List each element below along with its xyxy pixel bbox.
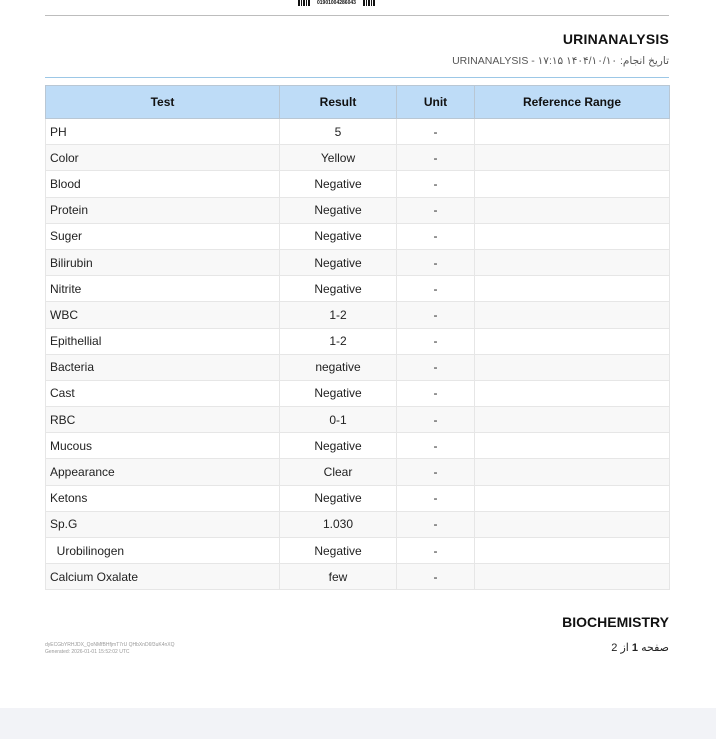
table-row [46,328,670,354]
table-row [46,302,670,328]
cell-test: Appearance [46,459,280,485]
cell-reference-range [475,485,670,511]
cell-unit: - [397,249,475,275]
cell-reference-range [475,249,670,275]
cell-reference-range [475,171,670,197]
section-divider [45,77,669,78]
cell-unit: - [397,328,475,354]
cell-result: Clear [280,459,397,485]
table-row [46,433,670,459]
cell-result: few [280,564,397,590]
cell-unit: - [397,407,475,433]
cell-unit: - [397,433,475,459]
page-number [611,641,669,654]
table-row [46,119,670,145]
cell-test: Bilirubin [46,249,280,275]
cell-reference-range [475,328,670,354]
cell-result: 1-2 [280,328,397,354]
cell-unit: - [397,485,475,511]
cell-result: 1-2 [280,302,397,328]
cell-unit: - [397,119,475,145]
next-section-title: BIOCHEMISTRY [562,614,669,630]
barcode-number: 01901004286043 [317,0,356,6]
cell-reference-range [475,564,670,590]
top-divider [45,15,669,16]
cell-test: Protein [46,197,280,223]
cell-reference-range [475,119,670,145]
section-title: URINANALYSIS [562,31,669,47]
page-label-prefix: صفحه [641,642,669,654]
cell-test: Urobilinogen [46,538,280,564]
table-row [46,354,670,380]
column-header-result: Result [280,86,397,119]
table-row [46,223,670,249]
cell-test: Mucous [46,433,280,459]
footer-generated: Generated: 2026-01-01 15:52:02 UTC [45,649,130,655]
section-subtitle: تاریخ انجام: ۱۴۰۴/۱۰/۱۰ ۱۷:۱۵ - URINANALYSIS [452,55,669,67]
cell-reference-range [475,433,670,459]
cell-result: 1.030 [280,511,397,537]
cell-unit: - [397,197,475,223]
cell-result: Negative [280,223,397,249]
cell-result: Negative [280,171,397,197]
cell-unit: - [397,302,475,328]
table-row [46,197,670,223]
cell-reference-range [475,538,670,564]
cell-result: Yellow [280,145,397,171]
cell-test: Ketons [46,485,280,511]
cell-test: Calcium Oxalate [46,564,280,590]
cell-result: negative [280,354,397,380]
cell-unit: - [397,276,475,302]
cell-reference-range [475,145,670,171]
table-row [46,276,670,302]
page-current: 1 [631,642,639,654]
cell-unit: - [397,145,475,171]
cell-reference-range [475,276,670,302]
cell-unit: - [397,459,475,485]
page-label-middle: از [620,642,629,654]
cell-reference-range [475,511,670,537]
table-row [46,459,670,485]
column-header-reference-range: Reference Range [475,86,670,119]
footer-hash: dyECGbYRHJDX_QoNMfBHfjmT7rU QHbXnD6f3uK4nXQ [45,642,175,648]
cell-test: Nitrite [46,276,280,302]
table-row [46,380,670,406]
cell-unit: - [397,380,475,406]
table-row [46,485,670,511]
cell-unit: - [397,354,475,380]
table-row [46,145,670,171]
table-row [46,249,670,275]
cell-result: Negative [280,197,397,223]
cell-unit: - [397,564,475,590]
barcode [298,0,428,6]
cell-test: Cast [46,380,280,406]
cell-test: Suger [46,223,280,249]
cell-unit: - [397,171,475,197]
cell-test: PH [46,119,280,145]
cell-reference-range [475,302,670,328]
column-header-unit: Unit [397,86,475,119]
cell-unit: - [397,511,475,537]
cell-test: Bacteria [46,354,280,380]
table-row [46,538,670,564]
cell-unit: - [397,223,475,249]
cell-reference-range [475,223,670,249]
cell-reference-range [475,380,670,406]
cell-test: WBC [46,302,280,328]
cell-reference-range [475,197,670,223]
cell-reference-range [475,354,670,380]
cell-result: Negative [280,249,397,275]
table-row [46,171,670,197]
column-header-test: Test [46,86,280,119]
cell-result: Negative [280,538,397,564]
table-row [46,564,670,590]
cell-result: Negative [280,276,397,302]
page-bottom-band [0,708,716,739]
cell-test: Blood [46,171,280,197]
cell-test: Sp.G [46,511,280,537]
cell-result: Negative [280,485,397,511]
cell-result: Negative [280,380,397,406]
cell-test: Epithellial [46,328,280,354]
cell-result: Negative [280,433,397,459]
table-header-row [46,86,670,119]
cell-test: Color [46,145,280,171]
footer-meta [45,642,175,656]
table-row [46,511,670,537]
cell-unit: - [397,538,475,564]
cell-reference-range [475,459,670,485]
table-body [46,119,670,590]
cell-test: RBC [46,407,280,433]
cell-reference-range [475,407,670,433]
cell-result: 5 [280,119,397,145]
cell-result: 0-1 [280,407,397,433]
page-total: 2 [611,642,618,654]
results-table [45,85,670,590]
table-row [46,407,670,433]
